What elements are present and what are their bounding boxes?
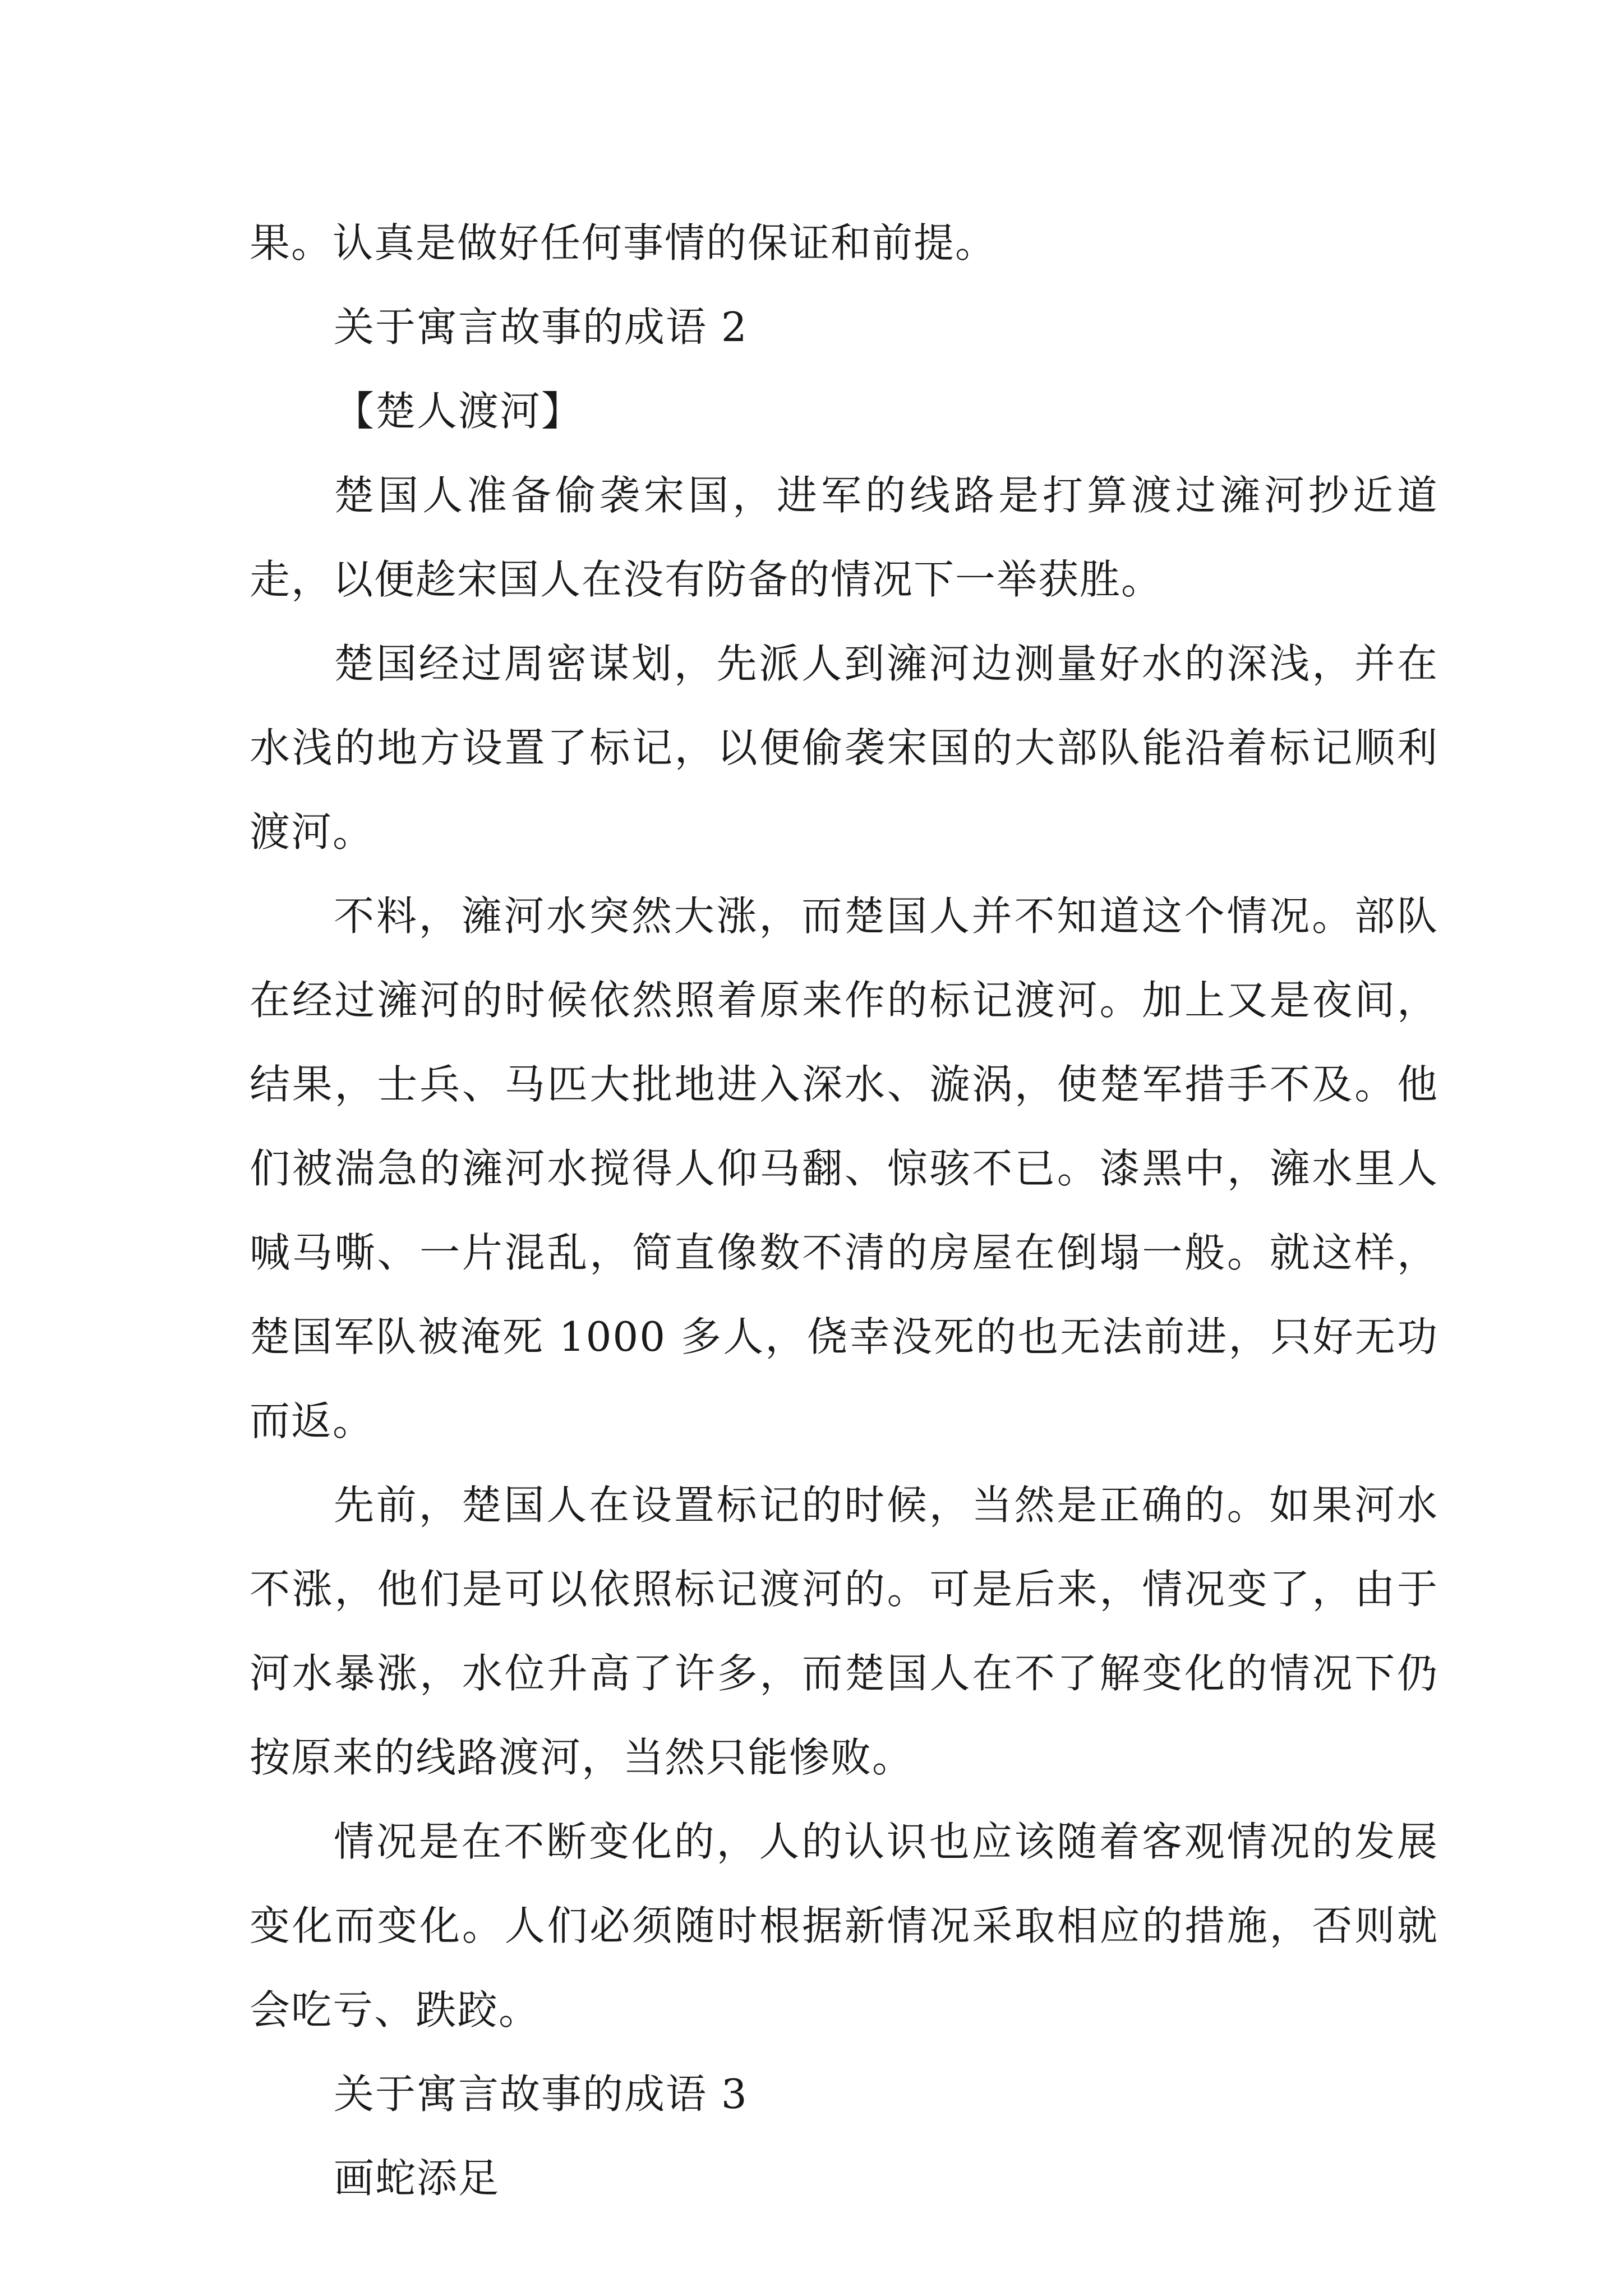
paragraph: 先前，楚国人在设置标记的时候，当然是正确的。如果河水不涨，他们是可以依照标记渡河的。可是后来，情况变了，由于河水暴涨，水位升高了许多，而楚国人在不了解变化的情况下仍按原来的线路渡河，当然只能惨败。 [250, 1481, 1438, 1781]
section-heading-2: 关于寓言故事的成语 2 [334, 303, 748, 351]
document-body [250, 201, 1438, 2220]
paragraph: 楚国经过周密谋划，先派人到澭河边测量好水的深浅，并在水浅的地方设置了标记，以便偷袭宋国的大部队能沿着标记顺利渡河。 [250, 640, 1438, 855]
story-title-chu-ren-du-he: 【楚人渡河】 [334, 388, 583, 435]
paragraph: 情况是在不断变化的，人的认识也应该随着客观情况的发展变化而变化。人们必须随时根据新情况采取相应的措施，否则就会吃亏、跌跤。 [250, 1818, 1438, 2033]
paragraph: 不料，澭河水突然大涨，而楚国人并不知道这个情况。部队在经过澭河的时候依然照着原来作的标记渡河。加上又是夜间，结果，士兵、马匹大批地进入深水、漩涡，使楚军措手不及。他们被湍急的澭河水搅得人仰马翻、惊骇不已。漆黑中，澭水里人喊马嘶、一片混乱，简直像数不清的房屋在倒塌一般。就这样，楚国军队被淹死 1000 多人，侥幸没死的也无法前进，只好无功而返。 [250, 892, 1438, 1444]
paragraph: 楚国人准备偷袭宋国，进军的线路是打算渡过澭河抄近道走，以便趁宋国人在没有防备的情况下一举获胜。 [250, 472, 1438, 603]
section-heading-3: 关于寓言故事的成语 3 [334, 2070, 748, 2118]
paragraph-continuation: 果。认真是做好任何事情的保证和前提。 [250, 219, 997, 266]
story-title-hua-she-tian-zu: 画蛇添足 [334, 2155, 500, 2202]
